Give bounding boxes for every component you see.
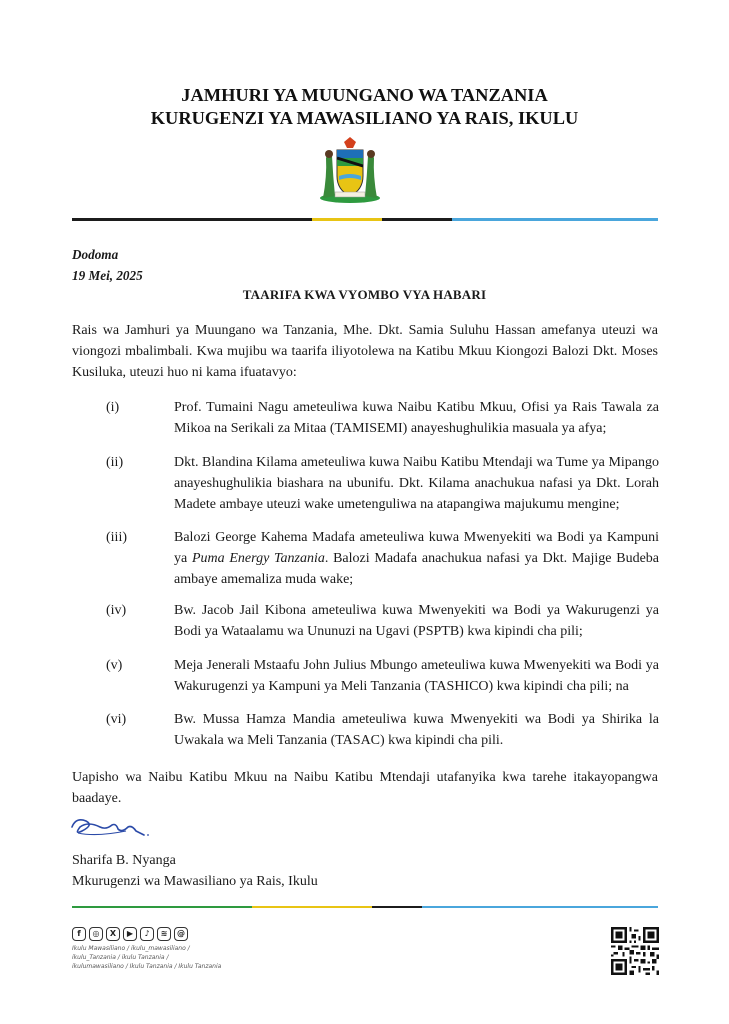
document-header	[0, 84, 729, 130]
signer-block	[72, 850, 318, 892]
item-text: Meja Jenerali Mstaafu John Julius Mbungo ameteuliwa kuwa Mwenyekiti wa Bodi ya Wakurugenzi ya Kampuni ya Meli Tanzania (TASHICO) kwa kipindi cha pili; na	[174, 658, 659, 694]
item-text	[174, 527, 659, 590]
spotify-icon[interactable]: ≋	[157, 927, 171, 941]
footer-divider	[72, 906, 658, 908]
item-text: Bw. Mussa Hamza Mandia ameteuliwa kuwa Mwenyekiti wa Bodi ya Shirika la Uwakala wa Meli Tanzania (TASAC) kwa kipindi cha pili.	[174, 712, 659, 748]
item-number: (iv)	[106, 603, 127, 618]
item-text: Prof. Tumaini Nagu ameteuliwa kuwa Naibu Katibu Mkuu, Ofisi ya Rais Tawala za Mikoa na Serikali za Mitaa (TAMISEMI) anayeshughulikia masuala ya afya;	[174, 400, 659, 436]
x-icon[interactable]: X	[106, 927, 120, 941]
company-name: Puma Energy Tanzania	[191, 551, 325, 566]
handwritten-signature	[66, 813, 150, 843]
item-number: (iii)	[106, 530, 127, 545]
signer-title: Mkurugenzi wa Mawasiliano ya Rais, Ikulu	[72, 874, 318, 889]
closing-paragraph: Uapisho wa Naibu Katibu Mkuu na Naibu Katibu Mtendaji utafanyika kwa tarehe itakayopangwa baadaye.	[72, 770, 658, 806]
threads-icon[interactable]: @	[174, 927, 188, 941]
item-text-part: . Balozi Madafa anachukua nafasi ya Dkt. Majige Budeba ambaye amemaliza muda wake;	[174, 551, 659, 587]
intro-paragraph: Rais wa Jamhuri ya Muungano wa Tanzania, Mhe. Dkt. Samia Suluhu Hassan amefanya uteuzi wa viongozi mbalimbali. Kwa mujibu wa taarifa iliyotolewa na Katibu Mkuu Kiongozi Balozi Dkt. Moses Kusiluka, uteuzi huo ni kama ifuatavyo:	[72, 323, 658, 380]
header-line-1: JAMHURI YA MUUNGANO WA TANZANIA	[181, 85, 548, 105]
item-number: (vi)	[106, 712, 127, 727]
item-text: Dkt. Blandina Kilama ameteuliwa kuwa Naibu Katibu Mtendaji wa Tume ya Mipango anayeshughulikia biashara na ubunifu. Dkt. Kilama anachukua nafasi ya Dkt. Lorah Madete ambaye uteuzi wake umetenguliwa na atapangiwa majukumu mengine;	[174, 455, 659, 512]
instagram-icon[interactable]: ◎	[89, 927, 103, 941]
handle-line: ikulumawasiliano / Ikulu Tanzania / Ikulu Tanzania	[72, 963, 222, 970]
item-number: (v)	[106, 658, 123, 673]
social-icons	[72, 927, 188, 941]
header-line-2: KURUGENZI YA MAWASILIANO YA RAIS, IKULU	[150, 108, 579, 128]
social-handles	[72, 944, 252, 971]
header-divider	[72, 218, 658, 221]
item-number: (i)	[106, 400, 120, 415]
dateline-place: Dodoma	[72, 247, 119, 262]
item-number: (ii)	[106, 455, 124, 470]
facebook-icon[interactable]: f	[72, 927, 86, 941]
dateline-date: 19 Mei, 2025	[72, 268, 143, 283]
handle-line: ikulu_Tanzania / ikulu Tanzania /	[72, 954, 169, 961]
tiktok-icon[interactable]: ♪	[140, 927, 154, 941]
qr-code-icon[interactable]	[611, 927, 659, 975]
handle-line: Ikulu Mawasiliano / ikulu_mawasiliano /	[72, 945, 190, 952]
item-text: Bw. Jacob Jail Kibona ameteuliwa kuwa Mwenyekiti wa Bodi ya Wakurugenzi ya Bodi ya Wataalamu wa Ununuzi na Ugavi (PSPTB) kwa kipindi cha pili;	[174, 603, 659, 639]
dateline	[72, 244, 143, 286]
youtube-icon[interactable]: ▶	[123, 927, 137, 941]
signer-name: Sharifa B. Nyanga	[72, 853, 176, 868]
press-release-title: TAARIFA KWA VYOMBO VYA HABARI	[242, 287, 487, 302]
item-text-part: Balozi George Kahema Madafa ameteuliwa kuwa Mwenyekiti wa Bodi ya Kampuni ya	[174, 530, 659, 566]
coat-of-arms-icon	[313, 136, 387, 206]
